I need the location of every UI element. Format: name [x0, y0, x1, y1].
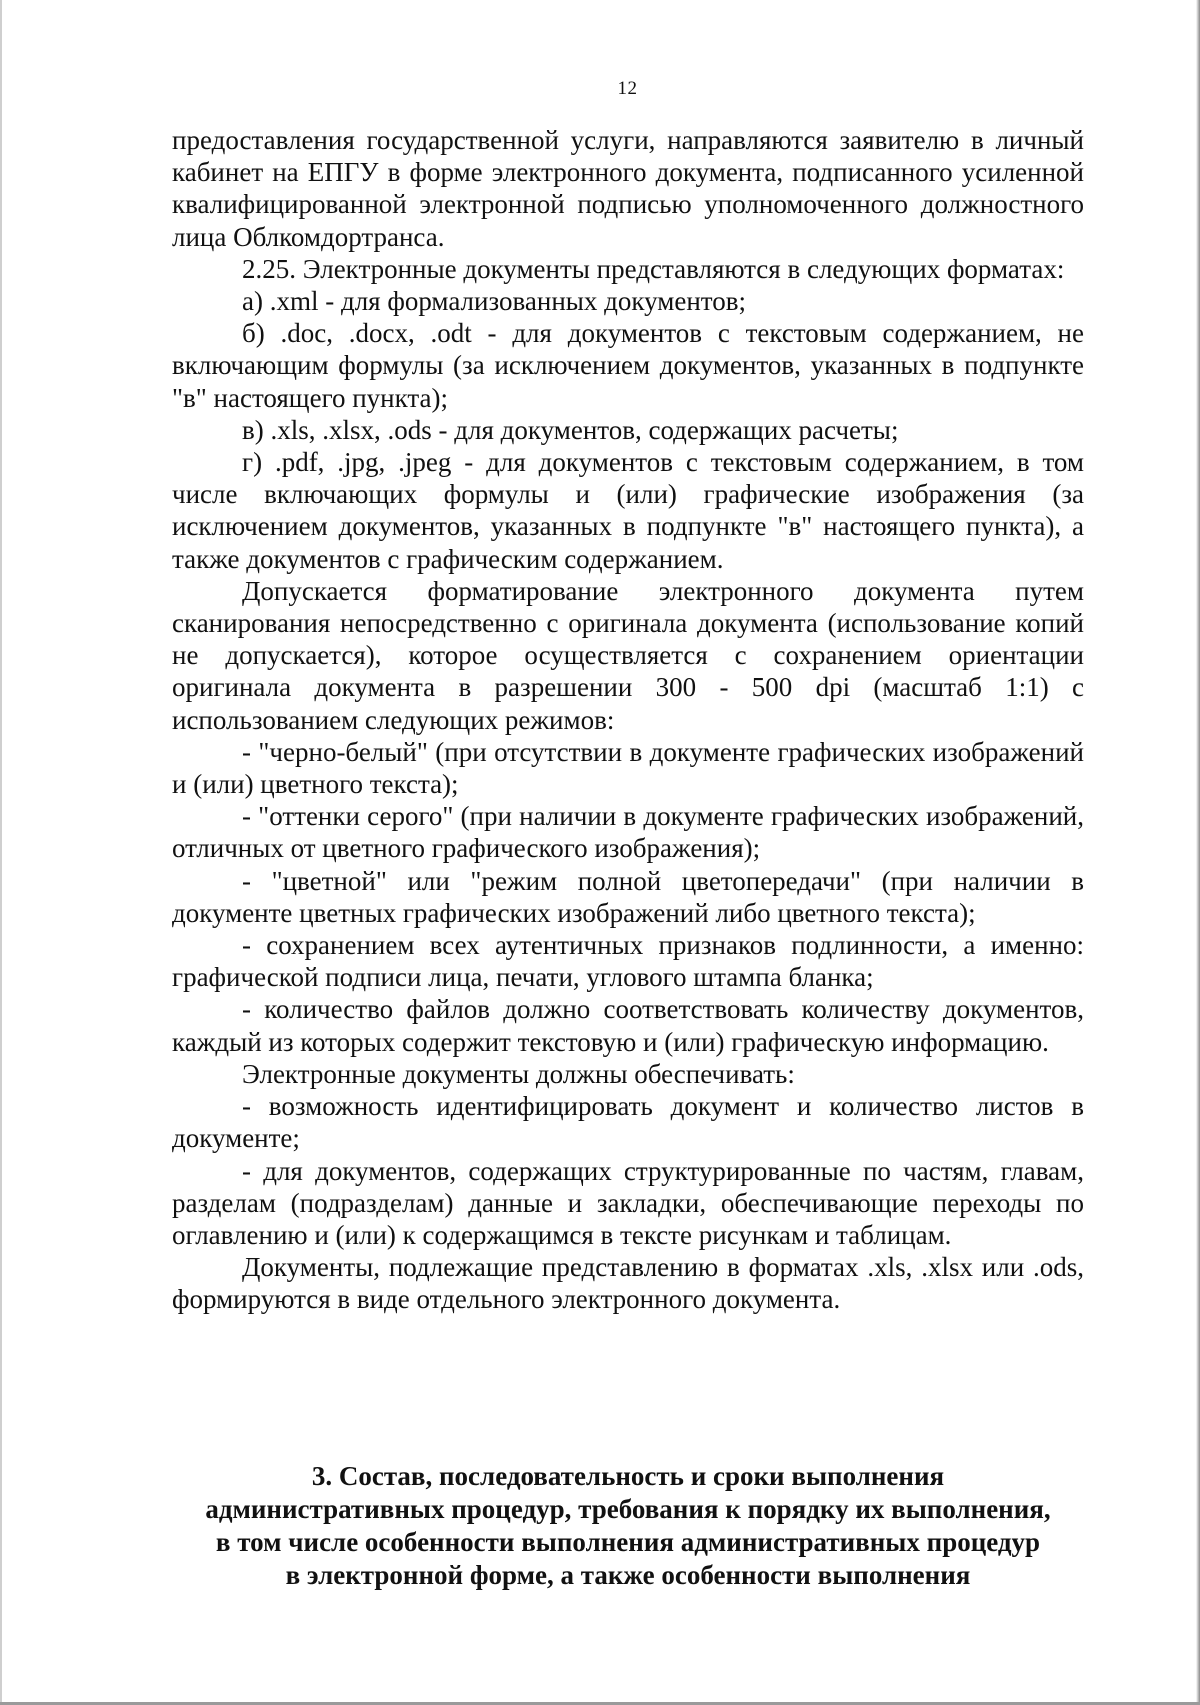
list-item-b: б) .doc, .docx, .odt - для документов с текстовым содержанием, не включающим формулы (за исключением документов, указанных в подпункте "в" настоящего пункта); [172, 318, 1084, 413]
paragraph-2-25: 2.25. Электронные документы представляются в следующих форматах: [242, 253, 1065, 284]
mode-black-white: - "черно-белый" (при отсутствии в документе графических изображений и (или) цветного текста); [172, 736, 1084, 800]
section-title-line: 3. Состав, последовательность и сроки выполнения [311, 1461, 945, 1491]
paragraph-continuation: предоставления государственной услуги, направляются заявителю в личный кабинет на ЕПГУ в форме электронного документа, подписанного усиленной квалифицированной электронной подписью уполномоченного должностного лица Облкомдортранса. [172, 125, 1084, 252]
paragraph-requirements: Электронные документы должны обеспечивать: [242, 1058, 795, 1089]
scan-edge-right [1196, 0, 1200, 1705]
document-body [172, 124, 1084, 1316]
paragraph-spreadsheets: Документы, подлежащие представлению в форматах .xls, .xlsx или .ods, формируются в виде отдельного электронного документа. [172, 1252, 1084, 1315]
paragraph-scanning: Допускается форматирование электронного документа путем сканирования непосредственно с оригинала документа (использование копий не допускается), которое осуществляется с сохранением ориентации оригинала документа в разрешении 300 - 500 dpi (масштаб 1:1) с использованием следующих режимов: [172, 575, 1084, 735]
requirement-navigation: - для документов, содержащих структурированные по частям, главам, разделам (подразделам) данные и закладки, обеспечивающие переходы по оглавлению и (или) к содержащимся в тексте рисункам и таблицам. [172, 1155, 1084, 1250]
section-title-line: в том числе особенности выполнения административных процедур [215, 1527, 1041, 1557]
page-number: 12 [617, 78, 638, 99]
list-item-a: а) .xml - для формализованных документов; [242, 286, 746, 317]
mode-grayscale: - "оттенки серого" (при наличии в документе графических изображений, отличных от цветного графического изображения); [172, 801, 1084, 864]
list-item-g: г) .pdf, .jpg, .jpeg - для документов с текстовым содержанием, в том числе включающих формулы и (или) графические изображения (за исключением документов, указанных в подпункте "в" настоящего пункта), а также документов с графическим содержанием. [172, 447, 1084, 574]
scan-edge-left [0, 0, 2, 1705]
requirement-identify: - возможность идентифицировать документ и количество листов в документе; [172, 1091, 1084, 1154]
section-title-line: в электронной форме, а также особенности выполнения [285, 1560, 971, 1590]
mode-authenticity: - сохранением всех аутентичных признаков подлинности, а именно: графической подписи лица, печати, углового штампа бланка; [172, 930, 1084, 993]
section-3-heading [172, 1460, 1084, 1592]
list-item-v: в) .xls, .xlsx, .ods - для документов, содержащих расчеты; [242, 414, 899, 445]
mode-file-count: - количество файлов должно соответствовать количеству документов, каждый из которых содержит текстовую и (или) графическую информацию. [172, 994, 1084, 1057]
section-title-line: административных процедур, требования к порядку их выполнения, [205, 1494, 1051, 1524]
mode-color: - "цветной" или "режим полной цветопередачи" (при наличии в документе цветных графических изображений либо цветного текста); [172, 865, 1084, 928]
